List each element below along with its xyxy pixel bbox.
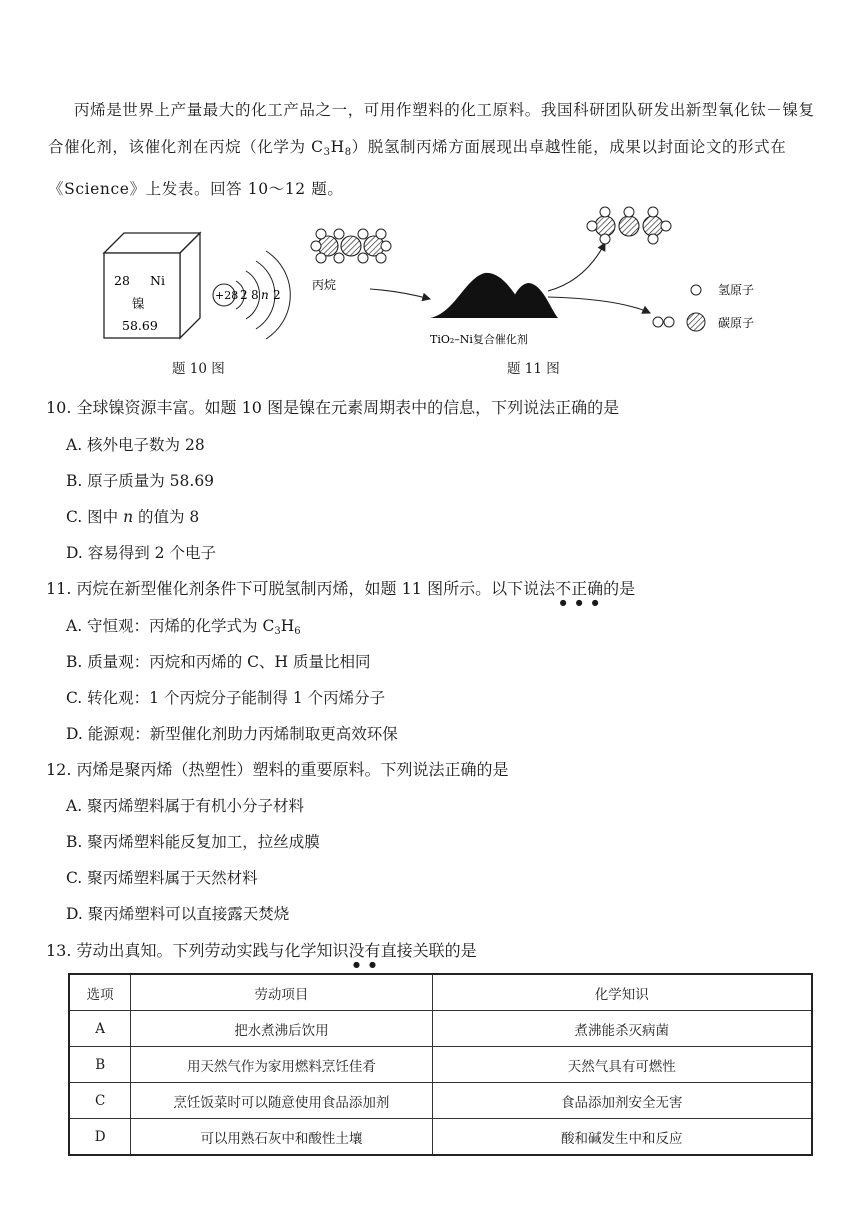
cell-labor: 用天然气作为家用燃料烹饪佳肴 <box>131 1047 432 1083</box>
q12-option-d: D. 聚丙烯塑料可以直接露天焚烧 <box>66 905 290 923</box>
legend-carbon: 碳原子 <box>718 316 755 330</box>
propylene-molecule <box>587 207 671 244</box>
shell-electrons-2: 8 <box>251 288 259 302</box>
catalyst-mounds <box>430 273 558 318</box>
cell-option: B <box>69 1047 131 1083</box>
question-13: 13. 劳动出真知。下列劳动实践与化学知识没有直接关联的是 <box>46 941 477 960</box>
q11-option-b: B. 质量观：丙烷和丙烯的 C、H 质量比相同 <box>66 653 371 671</box>
atom-structure-diagram <box>213 251 290 339</box>
element-name: 镍 <box>132 296 145 311</box>
cell-option: D <box>69 1119 131 1156</box>
nucleus-charge: +28 <box>215 289 239 302</box>
propane-molecule <box>311 229 391 263</box>
cell-knowledge: 酸和碱发生中和反应 <box>432 1119 812 1156</box>
q10-option-b: B. 原子质量为 58.69 <box>66 472 215 490</box>
hydrogen-molecule <box>653 317 674 327</box>
table-header-row <box>69 974 812 1011</box>
shell-electrons-3: n <box>261 288 269 302</box>
table-row <box>69 1011 812 1047</box>
element-symbol: Ni <box>150 273 165 288</box>
legend-hydrogen: 氢原子 <box>718 283 755 297</box>
header-knowledge: 化学知识 <box>432 974 812 1011</box>
q12-option-b: B. 聚丙烯塑料能反复加工，拉丝成膜 <box>66 833 320 851</box>
q13-table <box>68 973 813 1156</box>
question-11: 11. 丙烷在新型催化剂条件下可脱氢制丙烯，如题 11 图所示。以下说法不正确的是 <box>46 579 636 598</box>
atomic-mass: 58.69 <box>122 318 158 333</box>
cell-knowledge: 食品添加剂安全无害 <box>432 1083 812 1119</box>
question-12: 12. 丙烯是聚丙烯（热塑性）塑料的重要原料。下列说法正确的是 <box>46 760 509 779</box>
shell-electrons-1: 2 <box>240 288 248 302</box>
question-10: 10. 全球镍资源丰富。如题 10 图是镍在元素周期表中的信息，下列说法正确的是 <box>46 398 620 417</box>
cell-knowledge: 天然气具有可燃性 <box>432 1047 812 1083</box>
q10-option-d: D. 容易得到 2 个电子 <box>66 544 216 562</box>
propane-label: 丙烷 <box>312 278 337 292</box>
q10-option-c: C. 图中 n 的值为 8 <box>66 508 200 526</box>
atomic-number: 28 <box>114 273 130 288</box>
cell-option: A <box>69 1011 131 1047</box>
table-row <box>69 1083 812 1119</box>
cell-labor: 可以用熟石灰中和酸性土壤 <box>131 1119 432 1156</box>
carbon-atom-icon <box>687 313 705 331</box>
cell-labor: 烹饪饭菜时可以随意使用食品添加剂 <box>131 1083 432 1119</box>
catalyst-label: TiO₂–Ni复合催化剂 <box>430 333 528 346</box>
q10-option-a: A. 核外电子数为 28 <box>66 436 205 454</box>
q11-option-c: C. 转化观：1 个丙烷分子能制得 1 个丙烯分子 <box>66 689 386 707</box>
cell-knowledge: 煮沸能杀灭病菌 <box>432 1011 812 1047</box>
legend <box>687 283 754 331</box>
intro-paragraph: 丙烯是世界上产量最大的化工产品之一，可用作塑料的化工原料。我国科研团队研发出新型氧化钛－镍复合催化剂，该催化剂在丙烷（化学为 $C_3H_8$）脱氢制丙烯方面展现出卓越性能，成果以封面论文的形式在《Science》上发表。回答 10～12 题。 <box>48 101 815 198</box>
q11-option-d: D. 能源观：新型催化剂助力丙烯制取更高效环保 <box>66 725 398 743</box>
caption-fig11: 题 11 图 <box>507 361 560 377</box>
header-option: 选项 <box>69 974 131 1011</box>
hydrogen-atom-icon <box>691 285 701 295</box>
table-row <box>69 1047 812 1083</box>
q12-option-a: A. 聚丙烯塑料属于有机小分子材料 <box>66 797 305 815</box>
cell-labor: 把水煮沸后饮用 <box>131 1011 432 1047</box>
shell-electrons-4: 2 <box>273 288 281 302</box>
caption-fig10: 题 10 图 <box>172 361 225 377</box>
nickel-element-cube <box>104 233 200 338</box>
header-labor: 劳动项目 <box>131 974 432 1011</box>
cell-option: C <box>69 1083 131 1119</box>
q12-option-c: C. 聚丙烯塑料属于天然材料 <box>66 869 258 887</box>
q11-option-a: A. 守恒观：丙烯的化学式为 $C_3H_6$ <box>66 617 301 637</box>
table-row <box>69 1119 812 1156</box>
